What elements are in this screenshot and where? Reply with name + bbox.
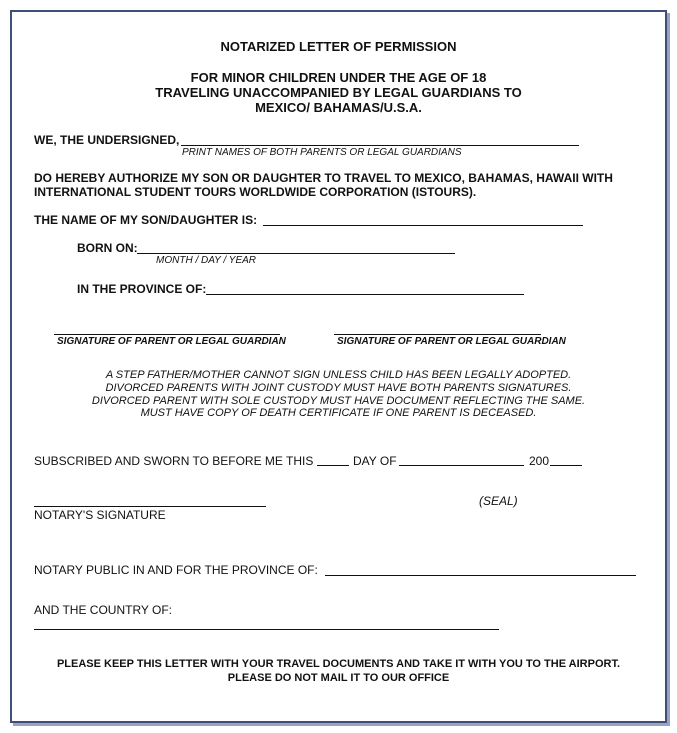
footer-line-2: PLEASE DO NOT MAIL IT TO OUR OFFICE <box>227 672 450 684</box>
document-title: NOTARIZED LETTER OF PERMISSION <box>220 39 457 54</box>
subtitle-line-1: FOR MINOR CHILDREN UNDER THE AGE OF 18 <box>190 70 487 85</box>
parent-signature-label-right: SIGNATURE OF PARENT OR LEGAL GUARDIAN <box>337 336 566 347</box>
sworn-day-field[interactable] <box>317 465 349 466</box>
authorize-line-2: INTERNATIONAL STUDENT TOURS WORLDWIDE CORPORATION (ISTOURS). <box>34 185 477 199</box>
note-line: DIVORCED PARENTS WITH JOINT CUSTODY MUST HAVE BOTH PARENTS SIGNATURES. <box>105 382 572 394</box>
authorize-line-1: DO HEREBY AUTHORIZE MY SON OR DAUGHTER TO TRAVEL TO MEXICO, BAHAMAS, HAWAII WITH <box>34 171 613 185</box>
province-field[interactable] <box>206 294 524 295</box>
parent-signature-field-left[interactable] <box>54 334 280 335</box>
sworn-year-label: 200 <box>529 454 550 468</box>
province-label: IN THE PROVINCE OF: <box>77 282 207 296</box>
notary-signature-field[interactable] <box>34 506 266 507</box>
parent-signature-label-left: SIGNATURE OF PARENT OR LEGAL GUARDIAN <box>57 336 286 347</box>
footer-line-1: PLEASE KEEP THIS LETTER WITH YOUR TRAVEL DOCUMENTS AND TAKE IT WITH YOU TO THE AIRPORT. <box>56 658 621 670</box>
subtitle-line-2: TRAVELING UNACCOMPANIED BY LEGAL GUARDIANS TO <box>155 85 522 100</box>
country-label: AND THE COUNTRY OF: <box>34 603 173 617</box>
notary-province-label: NOTARY PUBLIC IN AND FOR THE PROVINCE OF: <box>34 563 318 577</box>
parents-names-hint: PRINT NAMES OF BOTH PARENTS OR LEGAL GUARDIANS <box>182 147 462 158</box>
seal-label: (SEAL) <box>479 494 518 508</box>
born-on-label: BORN ON: <box>77 241 138 255</box>
born-on-field[interactable] <box>137 253 455 254</box>
notary-province-field[interactable] <box>325 575 636 576</box>
notary-signature-label: NOTARY'S SIGNATURE <box>34 508 166 522</box>
sworn-day-of-label: DAY OF <box>353 454 397 468</box>
child-name-label: THE NAME OF MY SON/DAUGHTER IS: <box>34 213 258 227</box>
born-on-hint: MONTH / DAY / YEAR <box>156 255 257 266</box>
country-field[interactable] <box>34 629 499 630</box>
sworn-text: SUBSCRIBED AND SWORN TO BEFORE ME THIS <box>34 454 314 468</box>
parents-names-field[interactable] <box>181 145 579 146</box>
subtitle-line-3: MEXICO/ BAHAMAS/U.S.A. <box>255 100 422 115</box>
undersigned-label: WE, THE UNDERSIGNED, <box>34 133 180 147</box>
note-line: DIVORCED PARENT WITH SOLE CUSTODY MUST HAVE DOCUMENT REFLECTING THE SAME. <box>91 395 586 407</box>
sworn-year-field[interactable] <box>550 465 582 466</box>
parent-signature-field-right[interactable] <box>334 334 541 335</box>
note-line: A STEP FATHER/MOTHER CANNOT SIGN UNLESS CHILD HAS BEEN LEGALLY ADOPTED. <box>105 369 572 381</box>
note-line: MUST HAVE COPY OF DEATH CERTIFICATE IF ONE PARENT IS DECEASED. <box>140 407 537 419</box>
child-name-field[interactable] <box>263 225 583 226</box>
sworn-month-field[interactable] <box>399 465 524 466</box>
